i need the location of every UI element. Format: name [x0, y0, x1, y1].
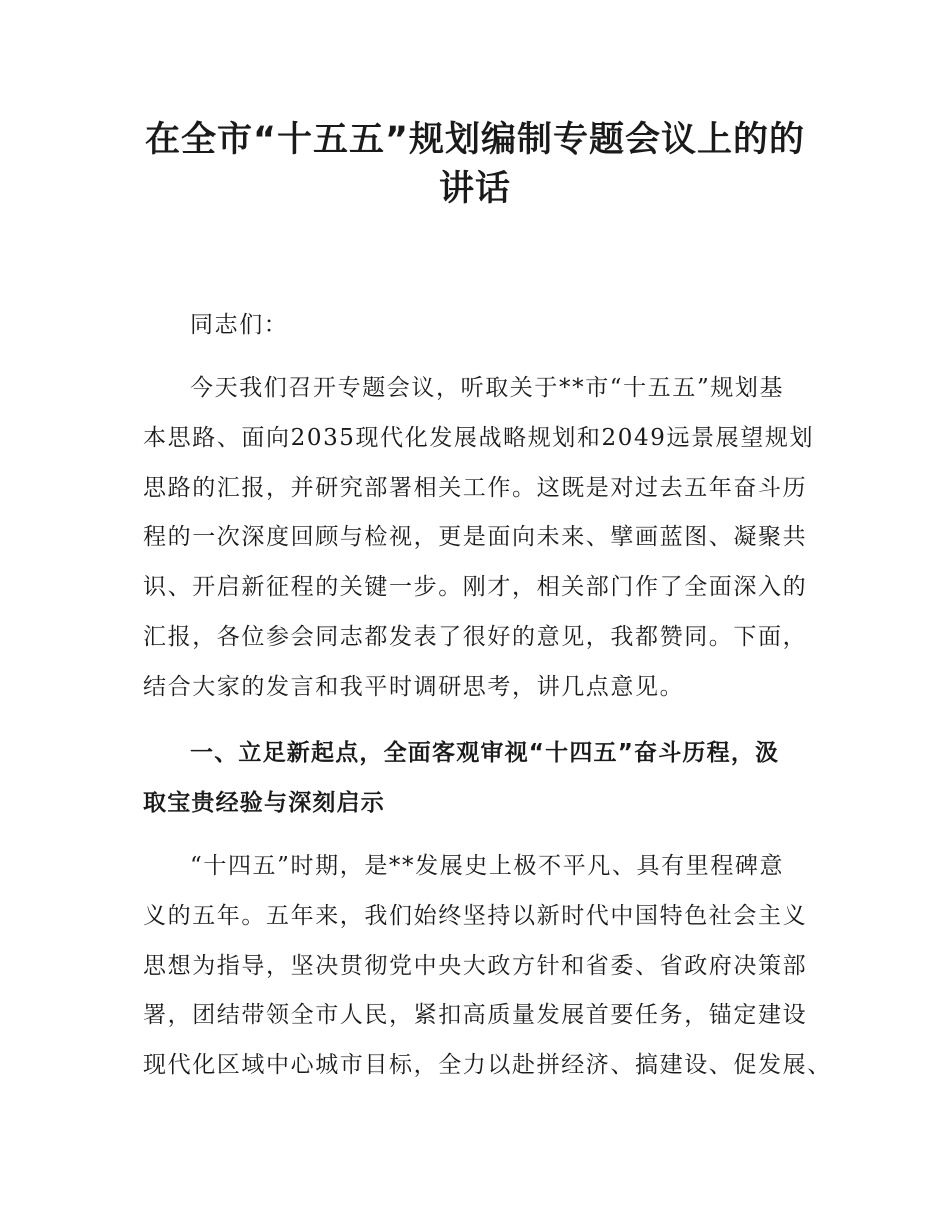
paragraph-1-line-2: 本思路、面向2035现代化发展战略规划和2049远景展望规划	[143, 425, 815, 451]
greeting: 同志们：	[190, 312, 289, 338]
paragraph-1-line-3: 思路的汇报，并研究部署相关工作。这既是对过去五年奋斗历	[143, 475, 808, 501]
paragraph-2-line-5: 现代化区域中心城市目标，全力以赴拼经济、搞建设、促发展、	[143, 1052, 832, 1078]
section-1-heading-line-1: 一、立足新起点，全面客观审视“十四五”奋斗历程，汲	[190, 740, 780, 766]
paragraph-1-line-4: 程的一次深度回顾与检视，更是面向未来、擘画蓝图、凝聚共	[143, 524, 808, 550]
paragraph-1-line-7: 结合大家的发言和我平时调研思考，讲几点意见。	[143, 674, 685, 700]
document-title-line-1: 在全市“十五五”规划编制专题会议上的的	[144, 120, 805, 160]
paragraph-1-line-1: 今天我们召开专题会议，听取关于**市“十五五”规划基	[190, 375, 785, 401]
paragraph-1-line-6: 汇报，各位参会同志都发表了很好的意见，我都赞同。下面，	[143, 624, 808, 650]
paragraph-1-line-5: 识、开启新征程的关键一步。刚才，相关部门作了全面深入的	[143, 574, 808, 600]
paragraph-2-line-3: 思想为指导，坚决贯彻党中央大政方针和省委、省政府决策部	[143, 953, 808, 979]
section-1-heading-line-2: 取宝贵经验与深刻启示	[143, 790, 385, 816]
paragraph-2-line-1: “十四五”时期，是**发展史上极不平凡、具有里程碑意	[190, 853, 785, 879]
paragraph-2-line-4: 署，团结带领全市人民，紧扣高质量发展首要任务，锚定建设	[143, 1002, 808, 1028]
document-title-line-2: 讲话	[438, 169, 511, 209]
paragraph-2-line-2: 义的五年。五年来，我们始终坚持以新时代中国特色社会主义	[143, 903, 808, 929]
